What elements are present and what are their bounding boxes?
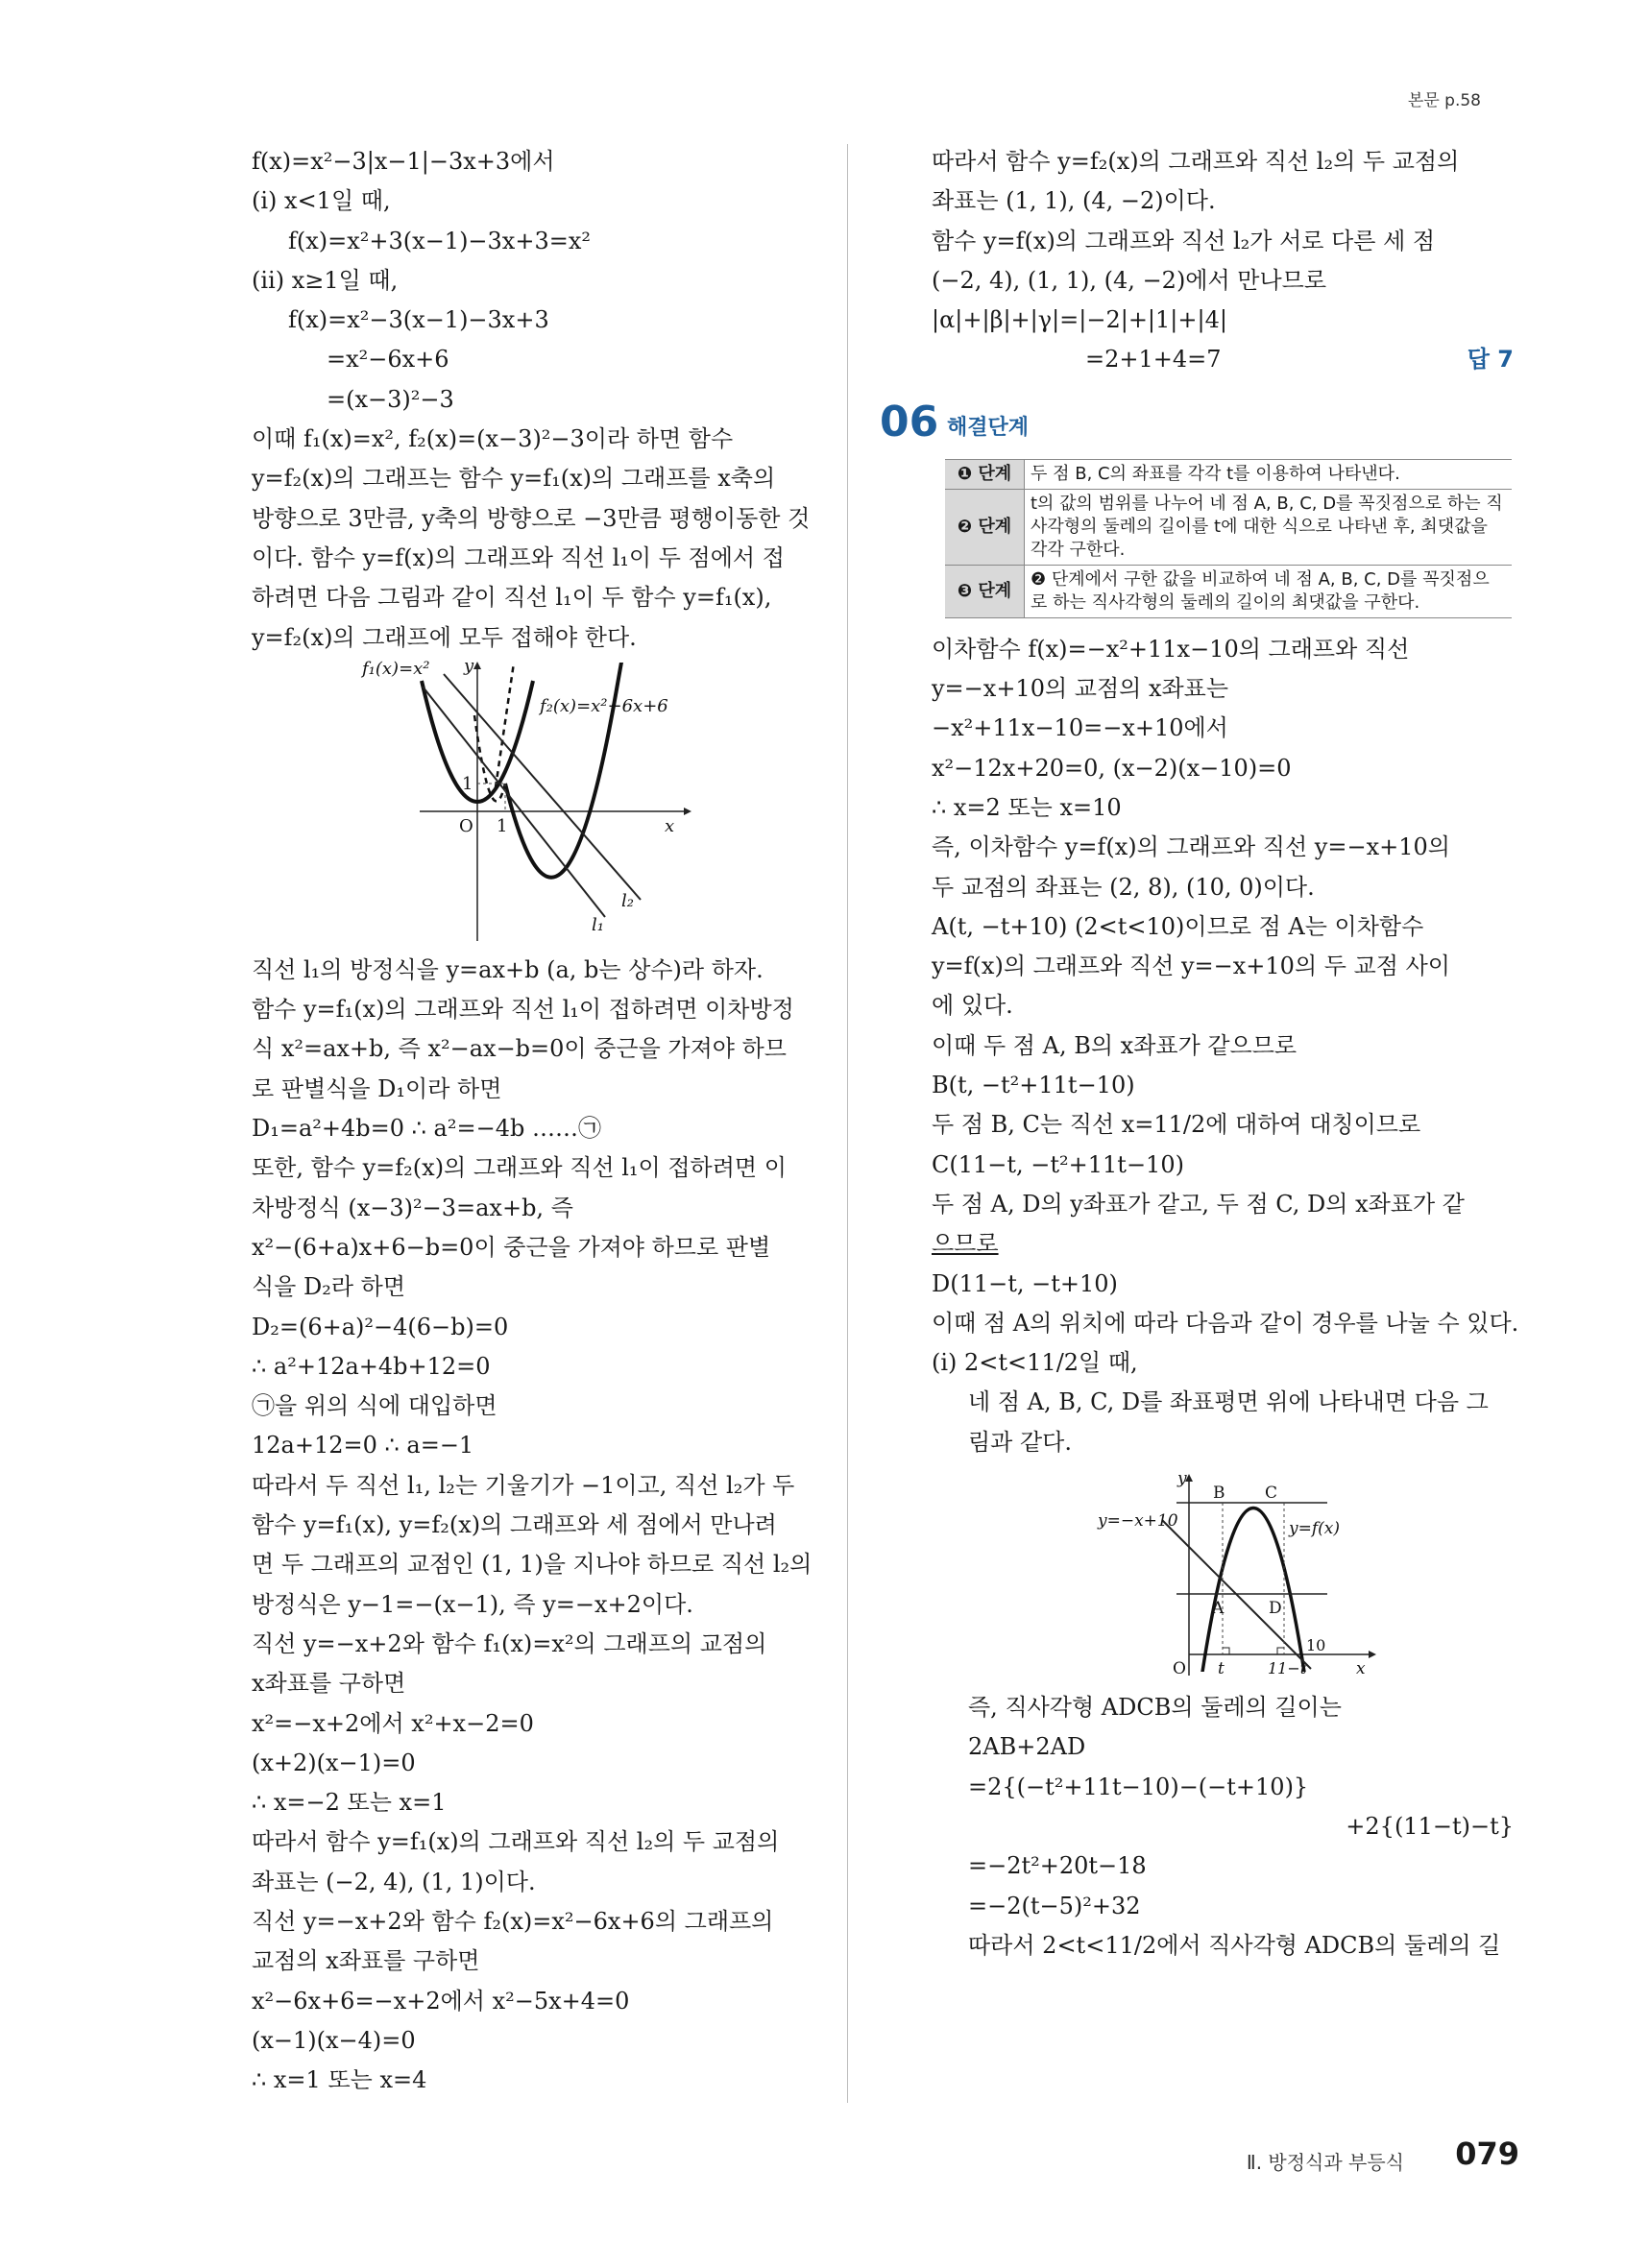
text-line: 또한, 함수 y=f₂(x)의 그래프와 직선 l₁이 접하려면 이 [252, 1154, 787, 1182]
text-line: =x²−6x+6 [327, 346, 449, 374]
text-line: x²=−x+2에서 x²+x−2=0 [252, 1709, 534, 1737]
text-line: 두 점 B, C는 직선 x=11/2에 대하여 대칭이므로 [932, 1111, 1421, 1139]
text-line: 12a+12=0 ∴ a=−1 [252, 1432, 474, 1460]
step-text: 두 점 B, C의 좌표를 각각 t를 이용하여 나타낸다. [1025, 459, 1513, 489]
label-l1: l₁ [592, 914, 604, 935]
text-line: ∴ x=1 또는 x=4 [252, 2066, 427, 2094]
text-line: 로 판별식을 D₁이라 하면 [252, 1074, 502, 1102]
text-line: 즉, 이차함수 y=f(x)의 그래프와 직선 y=−x+10의 [932, 833, 1450, 861]
text-line: 하려면 다음 그림과 같이 직선 l₁이 두 함수 y=f₁(x), [252, 584, 772, 612]
right-column [880, 142, 1519, 1966]
text-line: 면 두 그래프의 교점인 (1, 1)을 지나야 하므로 직선 l₂의 [252, 1551, 812, 1579]
x-axis-arrow [684, 808, 691, 815]
footer-section: Ⅱ. 방정식과 부등식 [1246, 2151, 1404, 2174]
page-reference: 본문 p.58 [1407, 91, 1481, 110]
text-line: 이때 두 점 A, B의 x좌표가 같으므로 [932, 1031, 1298, 1059]
text-line: +2{(11−t)−t} [1346, 1812, 1514, 1840]
text-line: (ⅰ) 2<t<11/2일 때, [932, 1349, 1138, 1377]
text-line: =−2t²+20t−18 [968, 1852, 1147, 1880]
text-line: B(t, −t²+11t−10) [932, 1072, 1135, 1099]
text-line: C(11−t, −t²+11t−10) [932, 1150, 1184, 1178]
text-line: =2{(−t²+11t−10)−(−t+10)} [968, 1773, 1309, 1800]
text-line: −x²+11x−10=−x+10에서 [932, 714, 1228, 742]
text-line: 식을 D₂라 하면 [252, 1273, 406, 1301]
text-line: 따라서 함수 y=f₂(x)의 그래프와 직선 l₂의 두 교점의 [932, 148, 1460, 175]
section-header [880, 397, 1514, 459]
sum-result: =2+1+4=7 [1085, 346, 1222, 374]
text-line: 따라서 두 직선 l₁, l₂는 기울기가 −1이고, 직선 l₂가 두 [252, 1471, 795, 1499]
text-line: 림과 같다. [968, 1428, 1072, 1456]
text-line: 교점의 x좌표를 구하면 [252, 1947, 480, 1975]
section-number: 06 [880, 397, 939, 446]
text-line: (ⅰ) x<1일 때, [252, 187, 391, 215]
text-line: 함수 y=f(x)의 그래프와 직선 l₂가 서로 다른 세 점 [932, 227, 1436, 254]
label-11t: 11−t [1268, 1659, 1307, 1678]
label-x: x [1356, 1659, 1366, 1679]
text-line: 2AB+2AD [968, 1733, 1086, 1761]
text-line: (x+2)(x−1)=0 [252, 1749, 416, 1776]
text-line: =(x−3)²−3 [327, 385, 454, 413]
text-line: 식 x²=ax+b, 즉 x²−ax−b=0이 중근을 가져야 하므 [252, 1035, 787, 1063]
text-line: x²−12x+20=0, (x−2)(x−10)=0 [932, 754, 1292, 782]
right-angle-marker [1223, 1648, 1229, 1654]
text-line: 방정식은 y−1=−(x−1), 즉 y=−x+2이다. [252, 1590, 693, 1618]
text-line: 네 점 A, B, C, D를 좌표평면 위에 나타내면 다음 그 [968, 1388, 1489, 1416]
text-line: 두 교점의 좌표는 (2, 8), (10, 0)이다. [932, 873, 1315, 901]
label-1y: 1 [462, 773, 473, 794]
column-divider [847, 144, 848, 2103]
label-O: O [1173, 1659, 1186, 1679]
y-axis-arrow [473, 662, 481, 669]
text-line: y=f₂(x)의 그래프에 모두 접해야 한다. [252, 623, 637, 651]
text-line: A(t, −t+10) (2<t<10)이므로 점 A는 이차함수 [932, 912, 1424, 940]
answer-label: 답 7 [1467, 346, 1514, 374]
text-line: ∴ x=2 또는 x=10 [932, 793, 1122, 821]
label-t: t [1218, 1659, 1225, 1679]
text-line: x²−6x+6=−x+2에서 x²−5x+4=0 [252, 1987, 630, 2015]
text-line: 따라서 함수 y=f₁(x)의 그래프와 직선 l₂의 두 교점의 [252, 1828, 780, 1856]
text-line: 함수 y=f₁(x), y=f₂(x)의 그래프와 세 점에서 만나려 [252, 1511, 777, 1539]
text-line: 함수 y=f₁(x)의 그래프와 직선 l₁이 접하려면 이차방정 [252, 996, 794, 1024]
line-l1 [423, 687, 605, 917]
rectangle-graph [932, 1462, 1514, 1688]
solution-steps-table [945, 459, 1512, 618]
tangent-lines-graph [252, 658, 818, 951]
text-line: ㉠을 위의 식에 대입하면 [252, 1392, 497, 1420]
text-line: ∴ x=−2 또는 x=1 [252, 1789, 447, 1817]
right-angle-marker [1277, 1648, 1284, 1654]
text-line: y=f₂(x)의 그래프는 함수 y=f₁(x)의 그래프를 x축의 [252, 465, 776, 493]
text-line: 이다. 함수 y=f(x)의 그래프와 직선 l₁이 두 점에서 접 [252, 543, 785, 571]
text-line: (x−1)(x−4)=0 [252, 2026, 416, 2054]
text-line: f(x)=x²−3(x−1)−3x+3 [288, 306, 549, 334]
label-1x: 1 [497, 815, 508, 836]
section-title: 해결단계 [947, 415, 1030, 440]
label-10: 10 [1306, 1636, 1326, 1655]
text-line: x²−(6+a)x+6−b=0이 중근을 가져야 하므로 판별 [252, 1233, 771, 1261]
label-C: C [1265, 1484, 1278, 1504]
label-y: y [464, 657, 474, 676]
step-row [945, 565, 1512, 617]
step-label: ❷ 단계 [945, 489, 1025, 565]
text-line: 좌표는 (−2, 4), (1, 1)이다. [252, 1868, 536, 1895]
text-line: 이때 f₁(x)=x², f₂(x)=(x−3)²−3이라 하면 함수 [252, 425, 734, 453]
label-D: D [1269, 1599, 1282, 1619]
text-line: 좌표는 (1, 1), (4, −2)이다. [932, 187, 1216, 215]
page-number: 079 [1455, 2135, 1519, 2172]
text-line: f(x)=x²+3(x−1)−3x+3=x² [288, 227, 591, 254]
text-line: 에 있다. [932, 992, 1013, 1020]
text-line: y=−x+10의 교점의 x좌표는 [932, 675, 1229, 703]
text-line: f(x)=x²−3|x−1|−3x+3에서 [252, 148, 555, 175]
text-line: 직선 l₁의 방정식을 y=ax+b (a, b는 상수)라 하자. [252, 955, 764, 983]
label-A: A [1212, 1599, 1225, 1619]
text-line: ∴ a²+12a+4b+12=0 [252, 1352, 491, 1380]
text-line: 이때 점 A의 위치에 따라 다음과 같이 경우를 나눌 수 있다. [932, 1309, 1519, 1337]
text-line: D(11−t, −t+10) [932, 1269, 1118, 1297]
label-f1: f₁(x)=x² [362, 658, 430, 679]
text-line: x좌표를 구하면 [252, 1670, 406, 1698]
text-line: 직선 y=−x+2와 함수 f₂(x)=x²−6x+6의 그래프의 [252, 1907, 774, 1935]
label-O: O [459, 815, 473, 836]
text-line [932, 340, 1514, 379]
text-line: 두 점 A, D의 y좌표가 같고, 두 점 C, D의 x좌표가 같 [932, 1190, 1465, 1218]
text-line: y=f(x)의 그래프와 직선 y=−x+10의 두 교점 사이 [932, 953, 1450, 980]
text-line: 즉, 직사각형 ADCB의 둘레의 길이는 [968, 1694, 1342, 1722]
text-line: 따라서 2<t<11/2에서 직사각형 ADCB의 둘레의 길 [968, 1931, 1501, 1959]
label-curve: y=f(x) [1289, 1519, 1340, 1539]
text-line: 차방정식 (x−3)²−3=ax+b, 즉 [252, 1194, 573, 1221]
text-line: 직선 y=−x+2와 함수 f₁(x)=x²의 그래프의 교점의 [252, 1629, 767, 1657]
text-line: D₂=(6+a)²−4(6−b)=0 [252, 1313, 509, 1340]
step-row [945, 489, 1512, 565]
step-text: ❷ 단계에서 구한 값을 비교하여 네 점 A, B, C, D를 꼭짓점으로 하는 직사각형의 둘레의 길이의 최댓값을 구한다. [1025, 565, 1513, 617]
text-line: D₁=a²+4b=0 ∴ a²=−4b ……㉠ [252, 1115, 601, 1143]
text-line: 방향으로 3만큼, y축의 방향으로 −3만큼 평행이동한 것 [252, 504, 811, 532]
text-line: 이차함수 f(x)=−x²+11x−10의 그래프와 직선 [932, 635, 1410, 663]
text-line: =−2(t−5)²+32 [968, 1892, 1141, 1919]
label-l2: l₂ [621, 890, 634, 911]
text-line: (ⅱ) x≥1일 때, [252, 266, 399, 294]
label-line: y=−x+10 [1098, 1511, 1178, 1532]
step-label: ❸ 단계 [945, 565, 1025, 617]
text-line: |α|+|β|+|γ|=|−2|+|1|+|4| [932, 306, 1227, 334]
left-column [252, 142, 818, 2100]
label-B: B [1213, 1484, 1225, 1504]
x-axis-arrow [1369, 1651, 1376, 1658]
text-line: (−2, 4), (1, 1), (4, −2)에서 만나므로 [932, 266, 1327, 294]
step-text: t의 값의 범위를 나누어 네 점 A, B, C, D를 꼭짓점으로 하는 직사각형의 둘레의 길이를 t에 대한 식으로 나타낸 후, 최댓값을 각각 구한다. [1025, 489, 1513, 565]
step-label: ❶ 단계 [945, 459, 1025, 489]
step-row [945, 459, 1512, 489]
label-x: x [665, 815, 675, 836]
label-y: y [1177, 1469, 1187, 1489]
label-f2: f₂(x)=x²−6x+6 [540, 695, 668, 716]
text-line: 으므로 [932, 1230, 999, 1258]
